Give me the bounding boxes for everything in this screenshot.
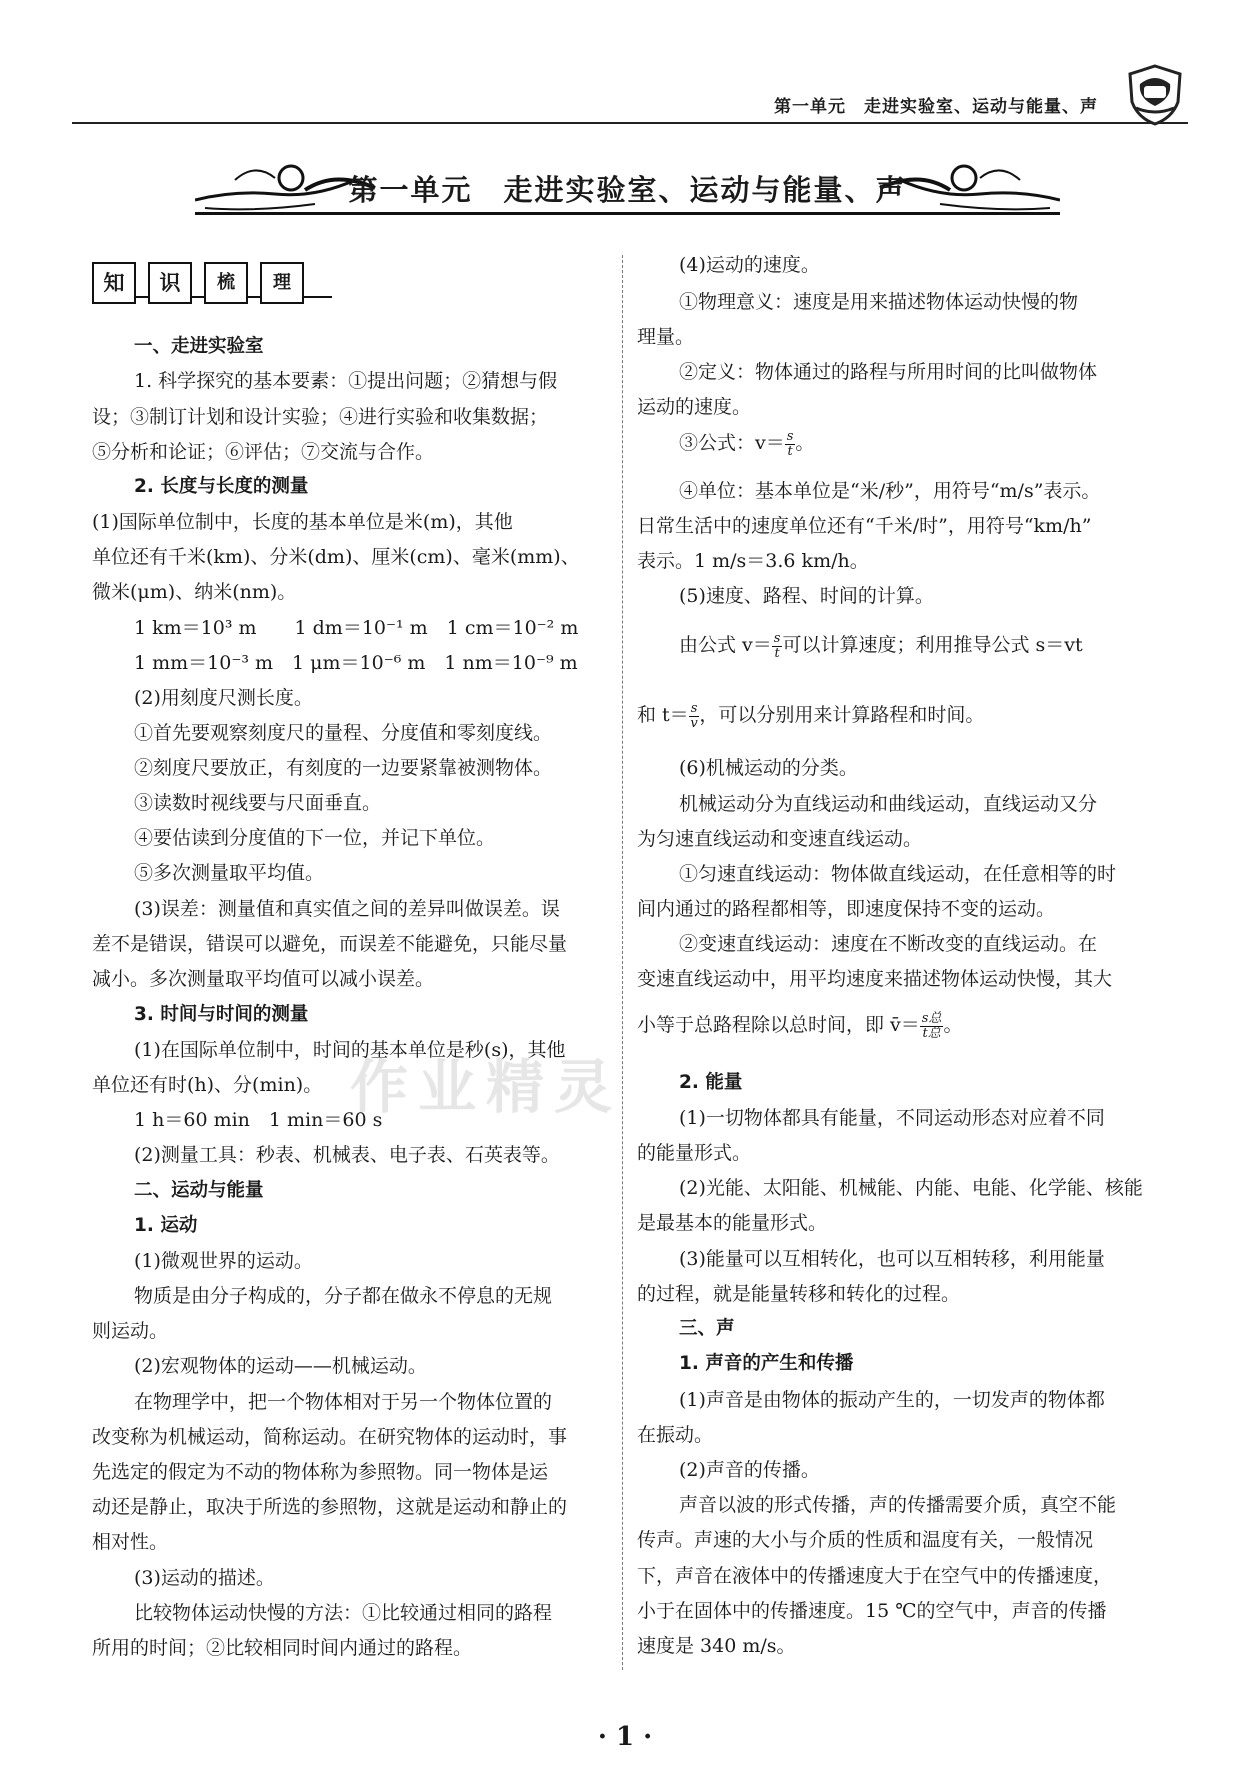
text-line: 是最基本的能量形式。 (637, 1212, 828, 1234)
text-line: ⑤多次测量取平均值。 (134, 862, 325, 884)
formula-line: 由公式 v＝ $\frac{s}{t}$ 可以计算速度；利用推导公式 s＝vt (679, 630, 1083, 661)
text-line: 小于在固体中的传播速度。15 ℃的空气中，声音的传播 (637, 1600, 1107, 1622)
text-line: (3)能量可以互相转化，也可以互相转移，利用能量 (679, 1248, 1105, 1270)
subsection-heading: 2. 能量 (679, 1072, 743, 1093)
text-line: 表示。1 m/s＝3.6 km/h。 (637, 550, 869, 572)
section-heading: 三、声 (679, 1318, 735, 1339)
text-line: (1)声音是由物体的振动产生的，一切发声的物体都 (679, 1389, 1105, 1411)
text-line: 先选定的假定为不动的物体称为参照物。同一物体是运 (92, 1461, 549, 1483)
subsection-heading: 2. 长度与长度的测量 (134, 476, 309, 497)
text-line: (4)运动的速度。 (679, 254, 820, 276)
chapter-title: 第一单元 走进实验室、运动与能量、声 (348, 173, 907, 207)
text-line: ⑤分析和论证；⑥评估；⑦交流与合作。 (92, 441, 435, 463)
formula-line: 1 km＝10³ m 1 dm＝10⁻¹ m 1 cm＝10⁻² m (134, 617, 579, 639)
subsection-heading: 1. 声音的产生和传播 (679, 1353, 854, 1374)
page-number: · 1 · (597, 1722, 653, 1752)
fraction-s-over-t: $\frac{s}{t}$ (786, 428, 794, 459)
publisher-logo-icon (1122, 62, 1188, 128)
text-line: 设；③制订计划和设计实验；④进行实验和收集数据； (92, 406, 549, 428)
text-line: ②定义：物体通过的路程与所用时间的比叫做物体 (679, 361, 1098, 383)
text-line: ④要估读到分度值的下一位，并记下单位。 (134, 827, 496, 849)
text-line: 变速直线运动中，用平均速度来描述物体运动快慢，其大 (637, 968, 1113, 990)
formula-line: 和 t＝ $\frac{s}{v}$ ，可以分别用来计算路程和时间。 (637, 700, 985, 731)
text-line: 单位还有时(h)、分(min)。 (92, 1074, 323, 1096)
text-line: (2)测量工具：秒表、机械表、电子表、石英表等。 (134, 1144, 560, 1166)
formula-line: 1 mm＝10⁻³ m 1 μm＝10⁻⁶ m 1 nm＝10⁻⁹ m (134, 652, 578, 674)
text-line: (5)速度、路程、时间的计算。 (679, 585, 934, 607)
section-heading: 一、走进实验室 (134, 336, 264, 357)
watermark: 作业精灵 (350, 1053, 623, 1121)
header-rule (72, 122, 1188, 124)
text-line: 机械运动分为直线运动和曲线运动，直线运动又分 (679, 793, 1098, 815)
text-line: (1)在国际单位制中，时间的基本单位是秒(s)，其他 (134, 1039, 566, 1061)
text-line: ①匀速直线运动：物体做直线运动，在任意相等的时 (679, 863, 1117, 885)
text-line: 理量。 (637, 326, 695, 348)
text-line: 微米(μm)、纳米(nm)。 (92, 581, 297, 603)
text-line: (2)光能、太阳能、机械能、内能、电能、化学能、核能 (679, 1177, 1143, 1199)
text-line: 运动的速度。 (637, 396, 752, 418)
text-line: (3)运动的描述。 (134, 1567, 275, 1589)
text-line: 则运动。 (92, 1320, 169, 1342)
text-line: 的过程，就是能量转移和转化的过程。 (637, 1283, 961, 1305)
formula-label: ③公式：v＝ (679, 432, 785, 454)
text-line: 在物理学中，把一个物体相对于另一个物体位置的 (134, 1391, 553, 1413)
formula-line: ③公式：v＝ $\frac{s}{t}$ 。 (679, 428, 815, 459)
text-line: 的能量形式。 (637, 1142, 752, 1164)
formula-line: 1 h＝60 min 1 min＝60 s (134, 1109, 383, 1131)
text-line: (1)微观世界的运动。 (134, 1250, 313, 1272)
text-line: 动还是静止，取决于所选的参照物，这就是运动和静止的 (92, 1496, 568, 1518)
text-line: 物质是由分子构成的，分子都在做永不停息的无规 (134, 1285, 553, 1307)
text-line: 下，声音在液体中的传播速度大于在空气中的传播速度， (637, 1565, 1113, 1587)
text-line: 为匀速直线运动和变速直线运动。 (637, 828, 923, 850)
text-line: 日常生活中的速度单位还有“千米/时”，用符号“km/h” (637, 515, 1092, 537)
running-header (72, 92, 1188, 122)
text-line: ①物理意义：速度是用来描述物体运动快慢的物 (679, 291, 1079, 313)
subsection-heading: 1. 运动 (134, 1215, 198, 1236)
text-line: ①首先要观察刻度尺的量程、分度值和零刻度线。 (134, 722, 553, 744)
text-line: (3)误差：测量值和真实值之间的差异叫做误差。误 (134, 898, 560, 920)
text-line: ④单位：基本单位是“米/秒”，用符号“m/s”表示。 (679, 480, 1101, 502)
text-line: ②变速直线运动：速度在不断改变的直线运动。在 (679, 933, 1098, 955)
text-line: 声音以波的形式传播，声的传播需要介质，真空不能 (679, 1494, 1117, 1516)
badge-char: 梳 (204, 262, 248, 304)
section-heading: 二、运动与能量 (134, 1180, 264, 1201)
text-line: 减小。多次测量取平均值可以减小误差。 (92, 968, 435, 990)
text-line: (6)机械运动的分类。 (679, 757, 858, 779)
text-line: 间内通过的路程都相等，即速度保持不变的运动。 (637, 898, 1056, 920)
column-divider (622, 255, 623, 1670)
fraction-s-over-t: $\frac{s}{t}$ (773, 630, 781, 661)
chapter-title-banner (195, 160, 1060, 230)
formula-line: 小等于总路程除以总时间，即 v̄＝ $\frac{\text{s总}}{\text{t总}}$ 。 (637, 1010, 963, 1041)
text-line: (1)国际单位制中，长度的基本单位是米(m)，其他 (92, 511, 513, 533)
text-line: 改变称为机械运动，简称运动。在研究物体的运动时，事 (92, 1426, 568, 1448)
text-line: 所用的时间；②比较相同时间内通过的路程。 (92, 1637, 473, 1659)
text-line: 传声。声速的大小与介质的性质和温度有关，一般情况 (637, 1529, 1094, 1551)
text-line: ③读数时视线要与尺面垂直。 (134, 792, 382, 814)
text-line: 速度是 340 m/s。 (637, 1635, 796, 1657)
running-title: 第一单元 走进实验室、运动与能量、声 (774, 97, 1098, 117)
text-line: 在振动。 (637, 1424, 714, 1446)
text-line: (2)用刻度尺测长度。 (134, 687, 313, 709)
fraction-average-speed: $\frac{\text{s总}}{\text{t总}}$ (921, 1010, 942, 1041)
section-badge (92, 262, 332, 302)
text-line: 比较物体运动快慢的方法：①比较通过相同的路程 (134, 1602, 553, 1624)
subsection-heading: 3. 时间与时间的测量 (134, 1004, 309, 1025)
badge-char: 理 (260, 262, 304, 304)
badge-char: 知 (92, 262, 136, 304)
text-line: 相对性。 (92, 1531, 169, 1553)
text-line: (1)一切物体都具有能量，不同运动形态对应着不同 (679, 1107, 1105, 1129)
text-line: ②刻度尺要放正，有刻度的一边要紧靠被测物体。 (134, 757, 553, 779)
text-line: (2)宏观物体的运动——机械运动。 (134, 1355, 427, 1377)
text-line: (2)声音的传播。 (679, 1459, 820, 1481)
badge-char: 识 (148, 262, 192, 304)
fraction-s-over-v: $\frac{s}{v}$ (690, 700, 698, 731)
text-line: 1. 科学探究的基本要素：①提出问题；②猜想与假 (134, 370, 558, 392)
text-line: 差不是错误，错误可以避免，而误差不能避免，只能尽量 (92, 933, 568, 955)
text-line: 单位还有千米(km)、分米(dm)、厘米(cm)、毫米(mm)、 (92, 546, 580, 568)
